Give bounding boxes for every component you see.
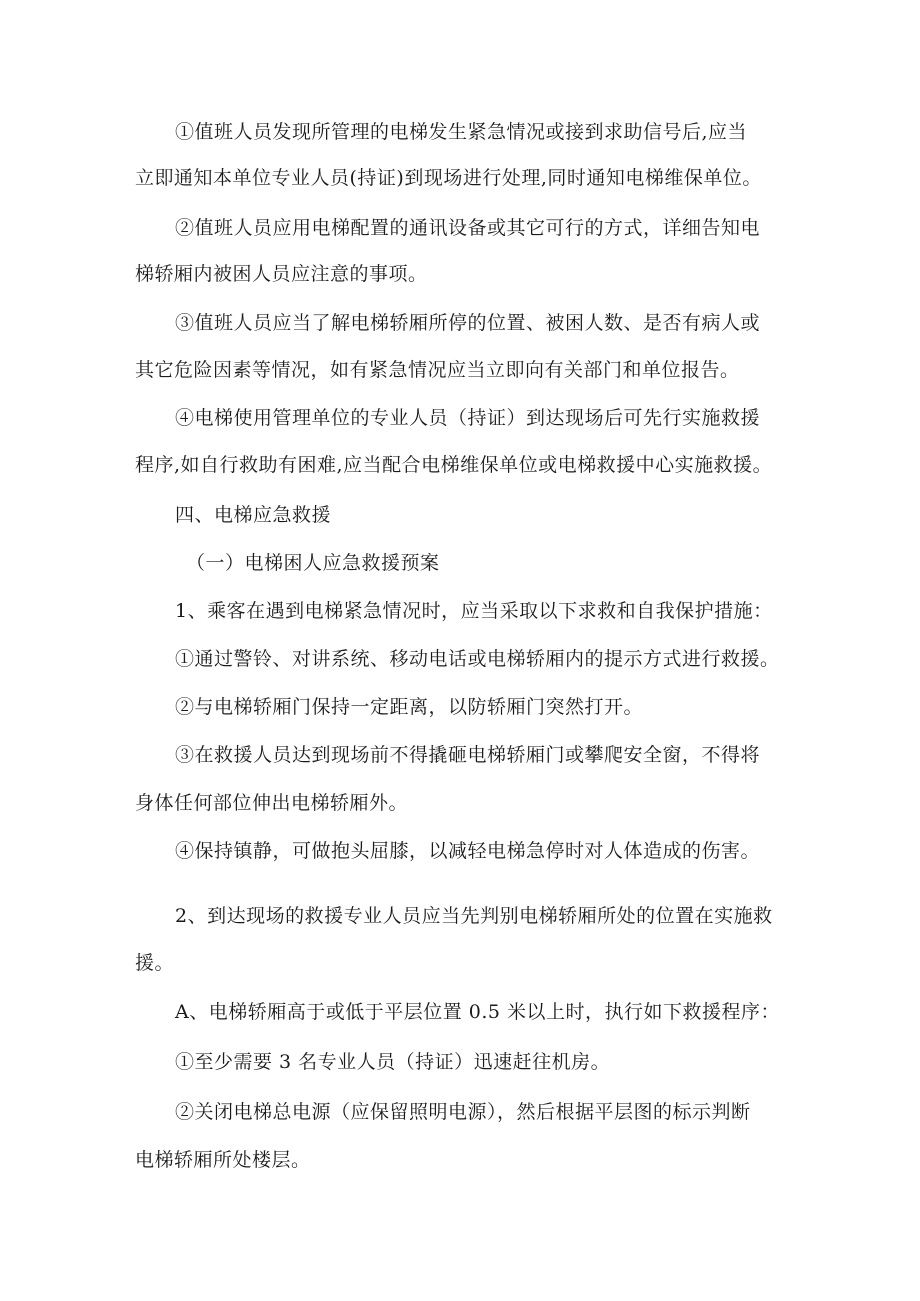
item-2-line-1: 2、到达现场的救援专业人员应当先判别电梯轿厢所处的位置在实施救	[175, 905, 773, 927]
procedure-a-step-1: ①至少需要 3 名专业人员（持证）迅速赶往机房。	[175, 1051, 611, 1073]
item-2-line-2: 援。	[135, 952, 175, 974]
procedure-a-heading: A、电梯轿厢高于或低于平层位置 0.5 米以上时，执行如下救援程序：	[175, 1001, 781, 1023]
section-heading: 四、电梯应急救援	[175, 504, 332, 526]
paragraph-3-line-2: 其它危险因素等情况，如有紧急情况应当立即向有关部门和单位报告。	[135, 359, 740, 381]
item-1-point-1: ①通过警铃、对讲系统、移动电话或电梯轿厢内的提示方式进行救援。	[175, 648, 780, 670]
paragraph-4-line-1: ④电梯使用管理单位的专业人员（持证）到达现场后可先行实施救援	[175, 407, 761, 429]
subsection-heading: （一）电梯困人应急救援预案	[186, 552, 440, 574]
item-1-point-3-line-2: 身体任何部位伸出电梯轿厢外。	[135, 792, 409, 814]
item-1-point-2: ②与电梯轿厢门保持一定距离，以防轿厢门突然打开。	[175, 696, 644, 718]
paragraph-4-line-2: 程序,如自行救助有困难,应当配合电梯维保单位或电梯救援中心实施救援。	[135, 454, 773, 476]
paragraph-1-line-1: ①值班人员发现所管理的电梯发生紧急情况或接到求助信号后,应当	[175, 121, 748, 143]
paragraph-2-line-1: ②值班人员应用电梯配置的通讯设备或其它可行的方式，详细告知电	[175, 217, 761, 239]
procedure-a-step-2-line-2: 电梯轿厢所处楼层。	[135, 1149, 311, 1171]
item-1-point-4: ④保持镇静，可做抱头屈膝，以减轻电梯急停时对人体造成的伤害。	[175, 840, 761, 862]
procedure-a-step-2-line-1: ②关闭电梯总电源（应保留照明电源），然后根据平层图的标示判断	[175, 1101, 751, 1123]
paragraph-3-line-1: ③值班人员应当了解电梯轿厢所停的位置、被困人数、是否有病人或	[175, 312, 761, 334]
paragraph-2-line-2: 梯轿厢内被困人员应注意的事项。	[135, 263, 428, 285]
item-1-point-3-line-1: ③在救援人员达到现场前不得撬砸电梯轿厢门或攀爬安全窗，不得将	[175, 744, 761, 766]
paragraph-1-line-2: 立即通知本单位专业人员(持证)到现场进行处理,同时通知电梯维保单位。	[135, 167, 762, 189]
item-1-intro: 1、乘客在遇到电梯紧急情况时，应当采取以下求救和自我保护措施：	[175, 600, 773, 622]
